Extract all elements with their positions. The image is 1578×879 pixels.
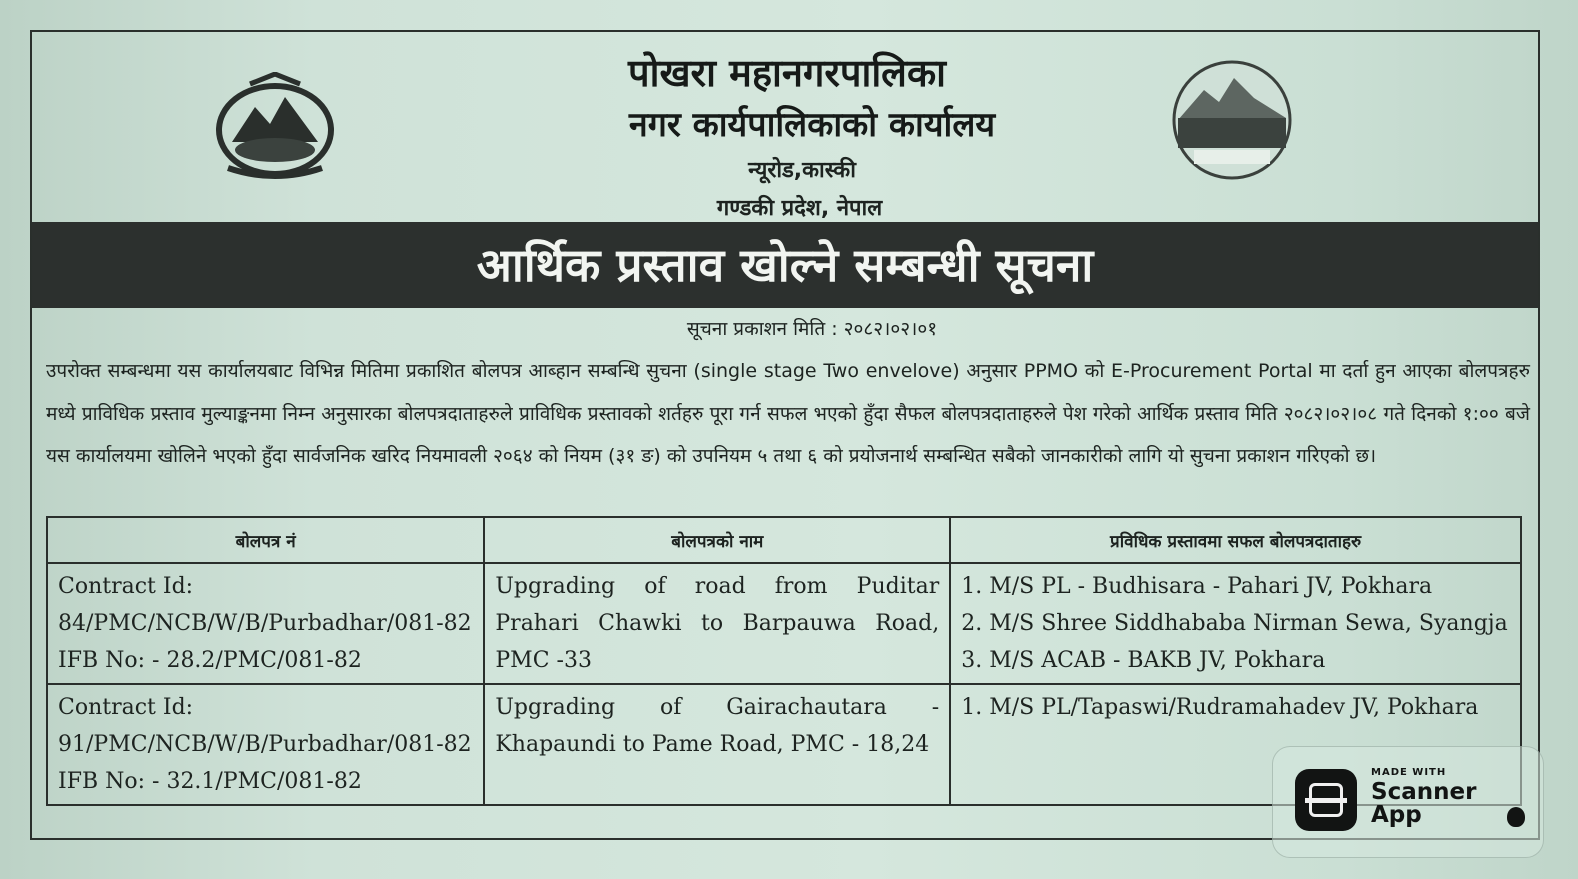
notice-frame [30,30,1540,840]
app-name [1371,781,1476,827]
bidder-item: 2. M/S Shree Siddhababa Nirman Sewa, Syangja [961,611,1508,636]
app-name-line-2: App [1371,802,1422,828]
bidder-item: 1. M/S PL/Tapaswi/Rudramahadev JV, Pokhara [961,695,1479,720]
bidder-item: 3. M/S ACAB - BAKB JV, Pokhara [961,648,1326,673]
column-header-successful-bidders: प्रविधिक प्रस्तावमा सफल बोलपत्रदाताहरु [950,517,1521,563]
notice-body: उपरोक्त सम्बन्धमा यस कार्यालयबाट विभिन्न मितिमा प्रकाशित बोलपत्र आब्हान सम्बन्धि सुचना (single stage Two envelove) अनुसार PPMO को E-Procurement Portal मा दर्ता हुन आएका बोलपत्रहरु मध्ये प्राविधिक प्रस्ताव मुल्याङ्कनमा निम्न अनुसारका बोलपत्रदाताहरुले प्राविधिक प्रस्तावको शर्तहरु पूरा गर्न सफल भएको हुँदा सैफल बोलपत्रदाताहरुले पेश गरेको आर्थिक प्रस्ताव मिति २०८२।०२।०८ गते दिनको १:०० बजे यस कार्यालयमा खोलिने भएको हुँदा सार्वजनिक खरिद नियमावली २०६४ को नियम (३१ ङ) को उपनियम ५ तथा ६ को प्रयोजनार्थ सम्बन्धित सबैको जानकारीको लागि यो सुचना प्रकाशन गरिएको छ। [46,360,1530,467]
bidders-cell [950,563,1521,684]
column-header-bid-number: बोलपत्र नं [47,517,484,563]
contract-id-value: 91/PMC/NCB/W/B/Purbadhar/081-82 [58,732,472,757]
table-row [47,563,1521,684]
notice-title-banner: आर्थिक प्रस्ताव खोल्ने सम्बन्धी सूचना [32,222,1538,308]
scanner-bar-shape [1305,798,1347,803]
contract-id-label: Contract Id: [58,695,194,720]
contract-cell [47,684,484,805]
publication-date: सूचना प्रकाशन मिति : २०८२।०२।०१ [686,318,938,340]
contract-id-label: Contract Id: [58,574,194,599]
scanner-app-watermark [1272,746,1544,858]
municipality-name: पोखरा महानगरपालिका [628,51,946,95]
column-header-bid-name: बोलपत्रको नाम [484,517,950,563]
app-name-line-1: Scanner [1371,779,1477,805]
office-name: नगर कार्यपालिकाको कार्यालय [628,105,996,145]
contract-name-cell: Upgrading of road from Puditar Prahari Chawki to Barpauwa Road, PMC -33 [484,563,950,684]
office-address: न्यूरोड,कास्की [748,158,856,183]
province-name: गण्डकी प्रदेश, नेपाल [716,196,883,221]
contract-id-value: 84/PMC/NCB/W/B/Purbadhar/081-82 [58,611,472,636]
contract-cell [47,563,484,684]
table-header-row [47,517,1521,563]
ifb-number: IFB No: - 28.2/PMC/081-82 [58,648,362,673]
made-with-label: MADE WITH [1371,767,1447,778]
ifb-number: IFB No: - 32.1/PMC/081-82 [58,769,362,794]
apple-icon [1507,807,1525,827]
contract-name-cell: Upgrading of Gairachautara - Khapaundi to Pame Road, PMC - 18,24 [484,684,950,805]
bidder-item: 1. M/S PL - Budhisara - Pahari JV, Pokhara [961,574,1433,599]
scanner-app-icon [1295,769,1357,831]
